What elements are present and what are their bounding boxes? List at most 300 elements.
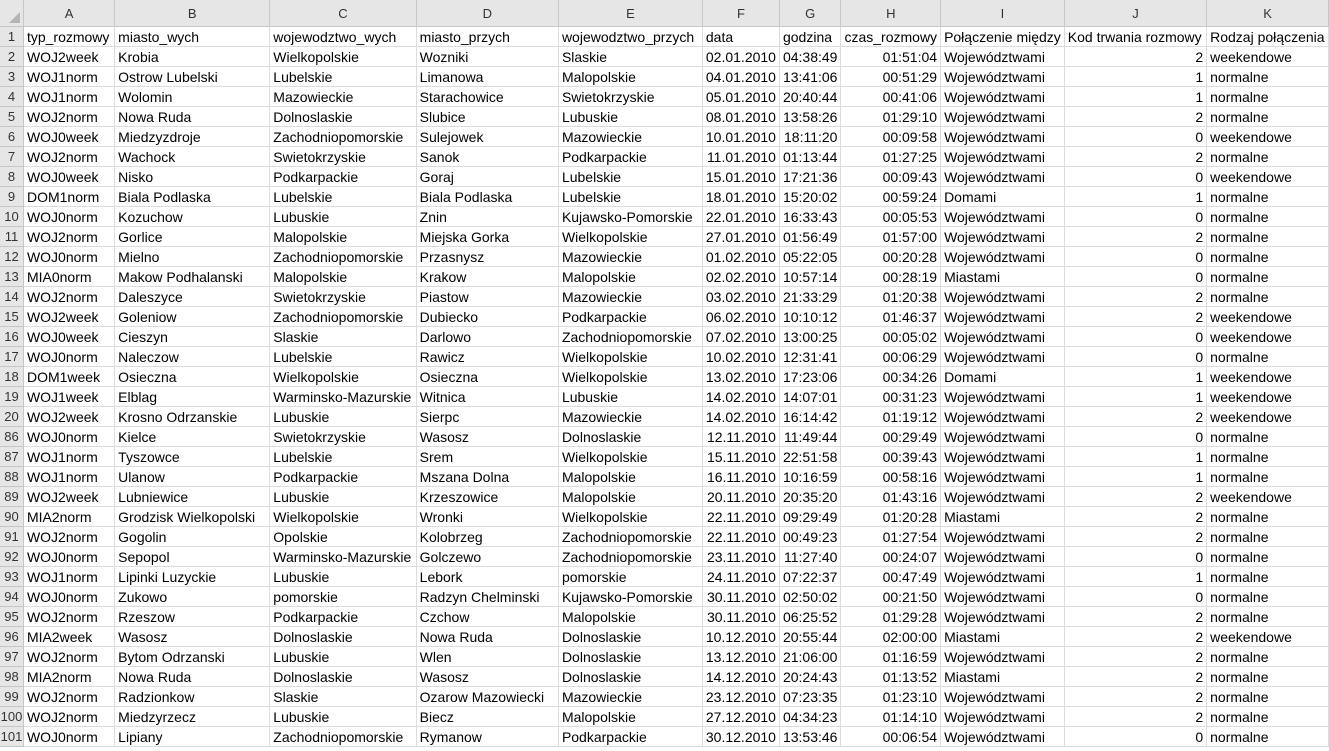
cell[interactable]: Województwami bbox=[941, 467, 1065, 487]
cell[interactable]: 00:31:23 bbox=[841, 387, 941, 407]
cell[interactable]: normalne bbox=[1207, 467, 1329, 487]
cell[interactable]: WOJ2norm bbox=[23, 287, 114, 307]
cell[interactable]: Krosno Odrzanskie bbox=[115, 407, 270, 427]
cell[interactable]: Województwami bbox=[941, 527, 1065, 547]
row-number[interactable]: 20 bbox=[0, 407, 23, 427]
cell[interactable]: Kujawsko-Pomorskie bbox=[558, 587, 702, 607]
cell[interactable]: 14.02.2010 bbox=[702, 407, 779, 427]
cell[interactable]: 07:22:37 bbox=[779, 567, 841, 587]
cell[interactable]: Sulejowek bbox=[416, 127, 558, 147]
cell[interactable]: Województwami bbox=[941, 107, 1065, 127]
cell[interactable]: Slaskie bbox=[270, 327, 416, 347]
cell[interactable]: Województwami bbox=[941, 207, 1065, 227]
cell[interactable]: weekendowe bbox=[1207, 167, 1329, 187]
cell[interactable]: normalne bbox=[1207, 427, 1329, 447]
cell[interactable]: normalne bbox=[1207, 527, 1329, 547]
cell[interactable]: 2 bbox=[1064, 607, 1206, 627]
cell[interactable]: 11:27:40 bbox=[779, 547, 841, 567]
cell[interactable]: Golczewo bbox=[416, 547, 558, 567]
cell[interactable]: 0 bbox=[1064, 347, 1206, 367]
cell[interactable]: Makow Podhalanski bbox=[115, 267, 270, 287]
cell[interactable]: WOJ2norm bbox=[23, 647, 114, 667]
cell[interactable]: 20:35:20 bbox=[779, 487, 841, 507]
cell[interactable]: weekendowe bbox=[1207, 327, 1329, 347]
cell[interactable]: Dubiecko bbox=[416, 307, 558, 327]
cell[interactable]: Warminsko-Mazurskie bbox=[270, 387, 416, 407]
cell[interactable]: Opolskie bbox=[270, 527, 416, 547]
cell[interactable]: 30.11.2010 bbox=[702, 607, 779, 627]
cell[interactable]: Zachodniopomorskie bbox=[270, 307, 416, 327]
cell[interactable]: normalne bbox=[1207, 67, 1329, 87]
row-number[interactable]: 3 bbox=[0, 67, 23, 87]
cell[interactable]: normalne bbox=[1207, 287, 1329, 307]
cell[interactable]: 16:33:43 bbox=[779, 207, 841, 227]
cell[interactable]: 2 bbox=[1064, 47, 1206, 67]
row-number[interactable]: 88 bbox=[0, 467, 23, 487]
cell[interactable]: Lubuskie bbox=[270, 487, 416, 507]
cell[interactable]: 23.12.2010 bbox=[702, 687, 779, 707]
cell[interactable]: Nowa Ruda bbox=[115, 107, 270, 127]
cell[interactable]: Gorlice bbox=[115, 227, 270, 247]
cell[interactable]: 10:57:14 bbox=[779, 267, 841, 287]
cell[interactable]: Dolnoslaskie bbox=[270, 667, 416, 687]
cell[interactable]: 0 bbox=[1064, 427, 1206, 447]
row-number[interactable]: 89 bbox=[0, 487, 23, 507]
cell[interactable]: 01:43:16 bbox=[841, 487, 941, 507]
cell[interactable]: 2 bbox=[1064, 707, 1206, 727]
cell[interactable]: Elblag bbox=[115, 387, 270, 407]
cell[interactable]: Dolnoslaskie bbox=[558, 627, 702, 647]
row-number[interactable]: 94 bbox=[0, 587, 23, 607]
cell[interactable]: Dolnoslaskie bbox=[270, 107, 416, 127]
cell[interactable]: Lubelskie bbox=[270, 187, 416, 207]
row-number[interactable]: 15 bbox=[0, 307, 23, 327]
cell[interactable]: 23.11.2010 bbox=[702, 547, 779, 567]
cell[interactable]: 02.01.2010 bbox=[702, 47, 779, 67]
cell[interactable]: WOJ2week bbox=[23, 47, 114, 67]
cell[interactable]: Województwami bbox=[941, 727, 1065, 747]
cell[interactable]: Zachodniopomorskie bbox=[558, 547, 702, 567]
cell[interactable]: WOJ1norm bbox=[23, 87, 114, 107]
cell[interactable]: 00:47:49 bbox=[841, 567, 941, 587]
cell[interactable]: WOJ2norm bbox=[23, 687, 114, 707]
cell[interactable]: 00:51:29 bbox=[841, 67, 941, 87]
cell[interactable]: 21:06:00 bbox=[779, 647, 841, 667]
cell[interactable]: Naleczow bbox=[115, 347, 270, 367]
row-number[interactable]: 101 bbox=[0, 727, 23, 747]
cell[interactable]: 04:34:23 bbox=[779, 707, 841, 727]
cell[interactable]: WOJ0week bbox=[23, 127, 114, 147]
cell[interactable]: Krakow bbox=[416, 267, 558, 287]
cell[interactable]: Lubuskie bbox=[270, 407, 416, 427]
cell[interactable]: 07.02.2010 bbox=[702, 327, 779, 347]
cell[interactable]: 1 bbox=[1064, 467, 1206, 487]
cell[interactable]: Ostrow Lubelski bbox=[115, 67, 270, 87]
cell[interactable]: Swietokrzyskie bbox=[270, 147, 416, 167]
cell[interactable]: 0 bbox=[1064, 247, 1206, 267]
cell[interactable]: Województwami bbox=[941, 607, 1065, 627]
row-number[interactable]: 95 bbox=[0, 607, 23, 627]
cell[interactable]: Województwami bbox=[941, 87, 1065, 107]
cell[interactable]: Sepopol bbox=[115, 547, 270, 567]
cell[interactable]: 12:31:41 bbox=[779, 347, 841, 367]
cell[interactable]: Starachowice bbox=[416, 87, 558, 107]
cell[interactable]: Lipiany bbox=[115, 727, 270, 747]
cell[interactable]: Miastami bbox=[941, 667, 1065, 687]
cell[interactable]: 01:16:59 bbox=[841, 647, 941, 667]
cell[interactable]: 0 bbox=[1064, 587, 1206, 607]
cell[interactable]: Mszana Dolna bbox=[416, 467, 558, 487]
header-cell[interactable]: Połączenie między bbox=[941, 27, 1065, 47]
cell[interactable]: Bytom Odrzanski bbox=[115, 647, 270, 667]
cell[interactable]: Gogolin bbox=[115, 527, 270, 547]
cell[interactable]: Województwami bbox=[941, 307, 1065, 327]
cell[interactable]: Podkarpackie bbox=[558, 147, 702, 167]
cell[interactable]: 24.11.2010 bbox=[702, 567, 779, 587]
cell[interactable]: Wielkopolskie bbox=[558, 227, 702, 247]
cell[interactable]: 02:50:02 bbox=[779, 587, 841, 607]
cell[interactable]: normalne bbox=[1207, 227, 1329, 247]
cell[interactable]: Slaskie bbox=[558, 47, 702, 67]
cell[interactable]: 13.12.2010 bbox=[702, 647, 779, 667]
cell[interactable]: weekendowe bbox=[1207, 387, 1329, 407]
cell[interactable]: 07:23:35 bbox=[779, 687, 841, 707]
cell[interactable]: Podkarpackie bbox=[558, 307, 702, 327]
cell[interactable]: 00:21:50 bbox=[841, 587, 941, 607]
row-number[interactable]: 4 bbox=[0, 87, 23, 107]
cell[interactable]: 00:09:43 bbox=[841, 167, 941, 187]
cell[interactable]: Malopolskie bbox=[558, 467, 702, 487]
cell[interactable]: 01:57:00 bbox=[841, 227, 941, 247]
cell[interactable]: 05.01.2010 bbox=[702, 87, 779, 107]
row-number[interactable]: 86 bbox=[0, 427, 23, 447]
cell[interactable]: Piastow bbox=[416, 287, 558, 307]
row-number[interactable]: 16 bbox=[0, 327, 23, 347]
cell[interactable]: Domami bbox=[941, 187, 1065, 207]
cell[interactable]: MIA2norm bbox=[23, 507, 114, 527]
cell[interactable]: 22.01.2010 bbox=[702, 207, 779, 227]
cell[interactable]: 10:16:59 bbox=[779, 467, 841, 487]
cell[interactable]: Lubuskie bbox=[558, 387, 702, 407]
cell[interactable]: WOJ1norm bbox=[23, 447, 114, 467]
row-number[interactable]: 12 bbox=[0, 247, 23, 267]
cell[interactable]: weekendowe bbox=[1207, 487, 1329, 507]
cell[interactable]: Lubuskie bbox=[270, 647, 416, 667]
cell[interactable]: Dolnoslaskie bbox=[558, 427, 702, 447]
cell[interactable]: 01:19:12 bbox=[841, 407, 941, 427]
cell[interactable]: Zachodniopomorskie bbox=[558, 327, 702, 347]
row-number[interactable]: 10 bbox=[0, 207, 23, 227]
cell[interactable]: Mazowieckie bbox=[270, 87, 416, 107]
cell[interactable]: 02:00:00 bbox=[841, 627, 941, 647]
header-cell[interactable]: Kod trwania rozmowy bbox=[1064, 27, 1206, 47]
cell[interactable]: Radzionkow bbox=[115, 687, 270, 707]
cell[interactable]: normalne bbox=[1207, 147, 1329, 167]
cell[interactable]: 00:59:24 bbox=[841, 187, 941, 207]
cell[interactable]: Lubelskie bbox=[270, 447, 416, 467]
row-number[interactable]: 96 bbox=[0, 627, 23, 647]
header-cell[interactable]: czas_rozmowy bbox=[841, 27, 941, 47]
cell[interactable]: Goleniow bbox=[115, 307, 270, 327]
cell[interactable]: Rymanow bbox=[416, 727, 558, 747]
row-number[interactable]: 92 bbox=[0, 547, 23, 567]
cell[interactable]: WOJ2week bbox=[23, 407, 114, 427]
cell[interactable]: 30.11.2010 bbox=[702, 587, 779, 607]
cell[interactable]: 2 bbox=[1064, 407, 1206, 427]
header-cell[interactable]: data bbox=[702, 27, 779, 47]
row-number[interactable]: 99 bbox=[0, 687, 23, 707]
cell[interactable]: Województwami bbox=[941, 147, 1065, 167]
cell[interactable]: 13.02.2010 bbox=[702, 367, 779, 387]
cell[interactable]: 01:29:10 bbox=[841, 107, 941, 127]
cell[interactable]: 01:20:28 bbox=[841, 507, 941, 527]
cell[interactable]: Swietokrzyskie bbox=[270, 427, 416, 447]
cell[interactable]: 15.11.2010 bbox=[702, 447, 779, 467]
cell[interactable]: Lubuskie bbox=[270, 207, 416, 227]
cell[interactable]: Malopolskie bbox=[270, 227, 416, 247]
cell[interactable]: normalne bbox=[1207, 507, 1329, 527]
cell[interactable]: 01:14:10 bbox=[841, 707, 941, 727]
cell[interactable]: pomorskie bbox=[270, 587, 416, 607]
row-number[interactable]: 90 bbox=[0, 507, 23, 527]
cell[interactable]: normalne bbox=[1207, 707, 1329, 727]
cell[interactable]: Województwami bbox=[941, 487, 1065, 507]
cell[interactable]: Wronki bbox=[416, 507, 558, 527]
cell[interactable]: Cieszyn bbox=[115, 327, 270, 347]
cell[interactable]: 00:06:29 bbox=[841, 347, 941, 367]
cell[interactable]: 08.01.2010 bbox=[702, 107, 779, 127]
cell[interactable]: 01:51:04 bbox=[841, 47, 941, 67]
cell[interactable]: 04.01.2010 bbox=[702, 67, 779, 87]
cell[interactable]: 2 bbox=[1064, 487, 1206, 507]
cell[interactable]: 22:51:58 bbox=[779, 447, 841, 467]
cell[interactable]: Zachodniopomorskie bbox=[558, 527, 702, 547]
cell[interactable]: 01:13:44 bbox=[779, 147, 841, 167]
column-header-f[interactable]: F bbox=[702, 0, 779, 27]
cell[interactable]: Miastami bbox=[941, 627, 1065, 647]
cell[interactable]: Malopolskie bbox=[270, 267, 416, 287]
row-number[interactable]: 91 bbox=[0, 527, 23, 547]
cell[interactable]: Wielkopolskie bbox=[558, 367, 702, 387]
cell[interactable]: Malopolskie bbox=[558, 487, 702, 507]
cell[interactable]: Lubniewice bbox=[115, 487, 270, 507]
cell[interactable]: 04:38:49 bbox=[779, 47, 841, 67]
row-number[interactable]: 2 bbox=[0, 47, 23, 67]
cell[interactable]: 0 bbox=[1064, 267, 1206, 287]
cell[interactable]: Lipinki Luzyckie bbox=[115, 567, 270, 587]
cell[interactable]: Slaskie bbox=[270, 687, 416, 707]
cell[interactable]: 1 bbox=[1064, 87, 1206, 107]
cell[interactable]: Swietokrzyskie bbox=[558, 87, 702, 107]
cell[interactable]: 2 bbox=[1064, 287, 1206, 307]
cell[interactable]: 1 bbox=[1064, 567, 1206, 587]
cell[interactable]: Wielkopolskie bbox=[270, 507, 416, 527]
cell[interactable]: 2 bbox=[1064, 667, 1206, 687]
cell[interactable]: WOJ0norm bbox=[23, 207, 114, 227]
cell[interactable]: normalne bbox=[1207, 107, 1329, 127]
cell[interactable]: Sierpc bbox=[416, 407, 558, 427]
cell[interactable]: normalne bbox=[1207, 207, 1329, 227]
row-number[interactable]: 14 bbox=[0, 287, 23, 307]
cell[interactable]: Zachodniopomorskie bbox=[270, 247, 416, 267]
row-number[interactable]: 100 bbox=[0, 707, 23, 727]
cell[interactable]: Ulanow bbox=[115, 467, 270, 487]
cell[interactable]: WOJ0norm bbox=[23, 347, 114, 367]
row-number[interactable]: 17 bbox=[0, 347, 23, 367]
cell[interactable]: Dolnoslaskie bbox=[558, 647, 702, 667]
header-cell[interactable]: typ_rozmowy bbox=[23, 27, 114, 47]
cell[interactable]: WOJ1norm bbox=[23, 567, 114, 587]
cell[interactable]: 0 bbox=[1064, 207, 1206, 227]
cell[interactable]: 18.01.2010 bbox=[702, 187, 779, 207]
cell[interactable]: Zukowo bbox=[115, 587, 270, 607]
column-header-i[interactable]: I bbox=[941, 0, 1065, 27]
cell[interactable]: Lubelskie bbox=[270, 347, 416, 367]
cell[interactable]: weekendowe bbox=[1207, 367, 1329, 387]
cell[interactable]: 0 bbox=[1064, 167, 1206, 187]
cell[interactable]: Rzeszow bbox=[115, 607, 270, 627]
cell[interactable]: Ozarow Mazowiecki bbox=[416, 687, 558, 707]
cell[interactable]: 13:53:46 bbox=[779, 727, 841, 747]
column-header-g[interactable]: G bbox=[779, 0, 841, 27]
cell[interactable]: 0 bbox=[1064, 727, 1206, 747]
cell[interactable]: Lubuskie bbox=[558, 107, 702, 127]
cell[interactable]: 10:10:12 bbox=[779, 307, 841, 327]
cell[interactable]: Wasosz bbox=[416, 667, 558, 687]
cell[interactable]: 1 bbox=[1064, 187, 1206, 207]
cell[interactable]: Województwami bbox=[941, 407, 1065, 427]
cell[interactable]: normalne bbox=[1207, 247, 1329, 267]
cell[interactable]: 2 bbox=[1064, 107, 1206, 127]
cell[interactable]: Osieczna bbox=[416, 367, 558, 387]
row-number[interactable]: 6 bbox=[0, 127, 23, 147]
cell[interactable]: Nowa Ruda bbox=[416, 627, 558, 647]
cell[interactable]: MIA2week bbox=[23, 627, 114, 647]
cell[interactable]: 12.11.2010 bbox=[702, 427, 779, 447]
cell[interactable]: normalne bbox=[1207, 87, 1329, 107]
cell[interactable]: Województwami bbox=[941, 347, 1065, 367]
cell[interactable]: Witnica bbox=[416, 387, 558, 407]
row-number[interactable]: 87 bbox=[0, 447, 23, 467]
cell[interactable]: Dolnoslaskie bbox=[558, 667, 702, 687]
cell[interactable]: Dolnoslaskie bbox=[270, 627, 416, 647]
column-header-h[interactable]: H bbox=[841, 0, 941, 27]
cell[interactable]: 2 bbox=[1064, 307, 1206, 327]
cell[interactable]: Województwami bbox=[941, 47, 1065, 67]
cell[interactable]: weekendowe bbox=[1207, 407, 1329, 427]
cell[interactable]: WOJ2week bbox=[23, 487, 114, 507]
cell[interactable]: 11:49:44 bbox=[779, 427, 841, 447]
cell[interactable]: normalne bbox=[1207, 587, 1329, 607]
cell[interactable]: Kolobrzeg bbox=[416, 527, 558, 547]
cell[interactable]: Rawicz bbox=[416, 347, 558, 367]
cell[interactable]: Lubuskie bbox=[270, 567, 416, 587]
row-number[interactable]: 9 bbox=[0, 187, 23, 207]
cell[interactable]: pomorskie bbox=[558, 567, 702, 587]
cell[interactable]: Goraj bbox=[416, 167, 558, 187]
cell[interactable]: Wielkopolskie bbox=[558, 347, 702, 367]
cell[interactable]: Lubelskie bbox=[558, 187, 702, 207]
cell[interactable]: normalne bbox=[1207, 607, 1329, 627]
cell[interactable]: MIA0norm bbox=[23, 267, 114, 287]
row-number[interactable]: 19 bbox=[0, 387, 23, 407]
cell[interactable]: DOM1norm bbox=[23, 187, 114, 207]
cell[interactable]: Wozniki bbox=[416, 47, 558, 67]
cell[interactable]: 2 bbox=[1064, 527, 1206, 547]
cell[interactable]: Województwami bbox=[941, 567, 1065, 587]
cell[interactable]: Limanowa bbox=[416, 67, 558, 87]
cell[interactable]: 01:46:37 bbox=[841, 307, 941, 327]
cell[interactable]: Mazowieckie bbox=[558, 687, 702, 707]
cell[interactable]: Wielkopolskie bbox=[270, 47, 416, 67]
cell[interactable]: Wasosz bbox=[115, 627, 270, 647]
cell[interactable]: 15:20:02 bbox=[779, 187, 841, 207]
cell[interactable]: weekendowe bbox=[1207, 127, 1329, 147]
cell[interactable]: WOJ2norm bbox=[23, 147, 114, 167]
cell[interactable]: 13:58:26 bbox=[779, 107, 841, 127]
cell[interactable]: 01:13:52 bbox=[841, 667, 941, 687]
cell[interactable]: Województwami bbox=[941, 547, 1065, 567]
cell[interactable]: 1 bbox=[1064, 367, 1206, 387]
row-number[interactable]: 11 bbox=[0, 227, 23, 247]
cell[interactable]: 00:20:28 bbox=[841, 247, 941, 267]
cell[interactable]: WOJ0norm bbox=[23, 427, 114, 447]
cell[interactable]: WOJ2norm bbox=[23, 607, 114, 627]
cell[interactable]: 20.11.2010 bbox=[702, 487, 779, 507]
cell[interactable]: Swietokrzyskie bbox=[270, 287, 416, 307]
cell[interactable]: 00:05:02 bbox=[841, 327, 941, 347]
cell[interactable]: Sanok bbox=[416, 147, 558, 167]
cell[interactable]: Tyszowce bbox=[115, 447, 270, 467]
cell[interactable]: 00:58:16 bbox=[841, 467, 941, 487]
cell[interactable]: 00:49:23 bbox=[779, 527, 841, 547]
cell[interactable]: Podkarpackie bbox=[270, 607, 416, 627]
cell[interactable]: Przasnysz bbox=[416, 247, 558, 267]
cell[interactable]: 2 bbox=[1064, 147, 1206, 167]
cell[interactable]: Województwami bbox=[941, 687, 1065, 707]
cell[interactable]: 2 bbox=[1064, 507, 1206, 527]
cell[interactable]: WOJ0norm bbox=[23, 587, 114, 607]
cell[interactable]: Mazowieckie bbox=[558, 247, 702, 267]
cell[interactable]: Malopolskie bbox=[558, 67, 702, 87]
column-header-d[interactable]: D bbox=[416, 0, 558, 27]
cell[interactable]: Województwami bbox=[941, 327, 1065, 347]
cell[interactable]: 10.12.2010 bbox=[702, 627, 779, 647]
cell[interactable]: 22.11.2010 bbox=[702, 527, 779, 547]
cell[interactable]: Osieczna bbox=[115, 367, 270, 387]
cell[interactable]: 14:07:01 bbox=[779, 387, 841, 407]
cell[interactable]: Zachodniopomorskie bbox=[270, 727, 416, 747]
cell[interactable]: 10.01.2010 bbox=[702, 127, 779, 147]
cell[interactable]: 03.02.2010 bbox=[702, 287, 779, 307]
select-all-button[interactable] bbox=[0, 0, 23, 27]
cell[interactable]: Biala Podlaska bbox=[115, 187, 270, 207]
cell[interactable]: WOJ0norm bbox=[23, 247, 114, 267]
cell[interactable]: Lubelskie bbox=[558, 167, 702, 187]
cell[interactable]: 18:11:20 bbox=[779, 127, 841, 147]
cell[interactable]: Kozuchow bbox=[115, 207, 270, 227]
cell[interactable]: Miedzyrzecz bbox=[115, 707, 270, 727]
cell[interactable]: 0 bbox=[1064, 127, 1206, 147]
row-number[interactable]: 93 bbox=[0, 567, 23, 587]
cell[interactable]: Mielno bbox=[115, 247, 270, 267]
cell[interactable]: Województwami bbox=[941, 707, 1065, 727]
cell[interactable]: 13:00:25 bbox=[779, 327, 841, 347]
cell[interactable]: Wielkopolskie bbox=[558, 447, 702, 467]
cell[interactable]: Znin bbox=[416, 207, 558, 227]
cell[interactable]: Wlen bbox=[416, 647, 558, 667]
cell[interactable]: Kielce bbox=[115, 427, 270, 447]
